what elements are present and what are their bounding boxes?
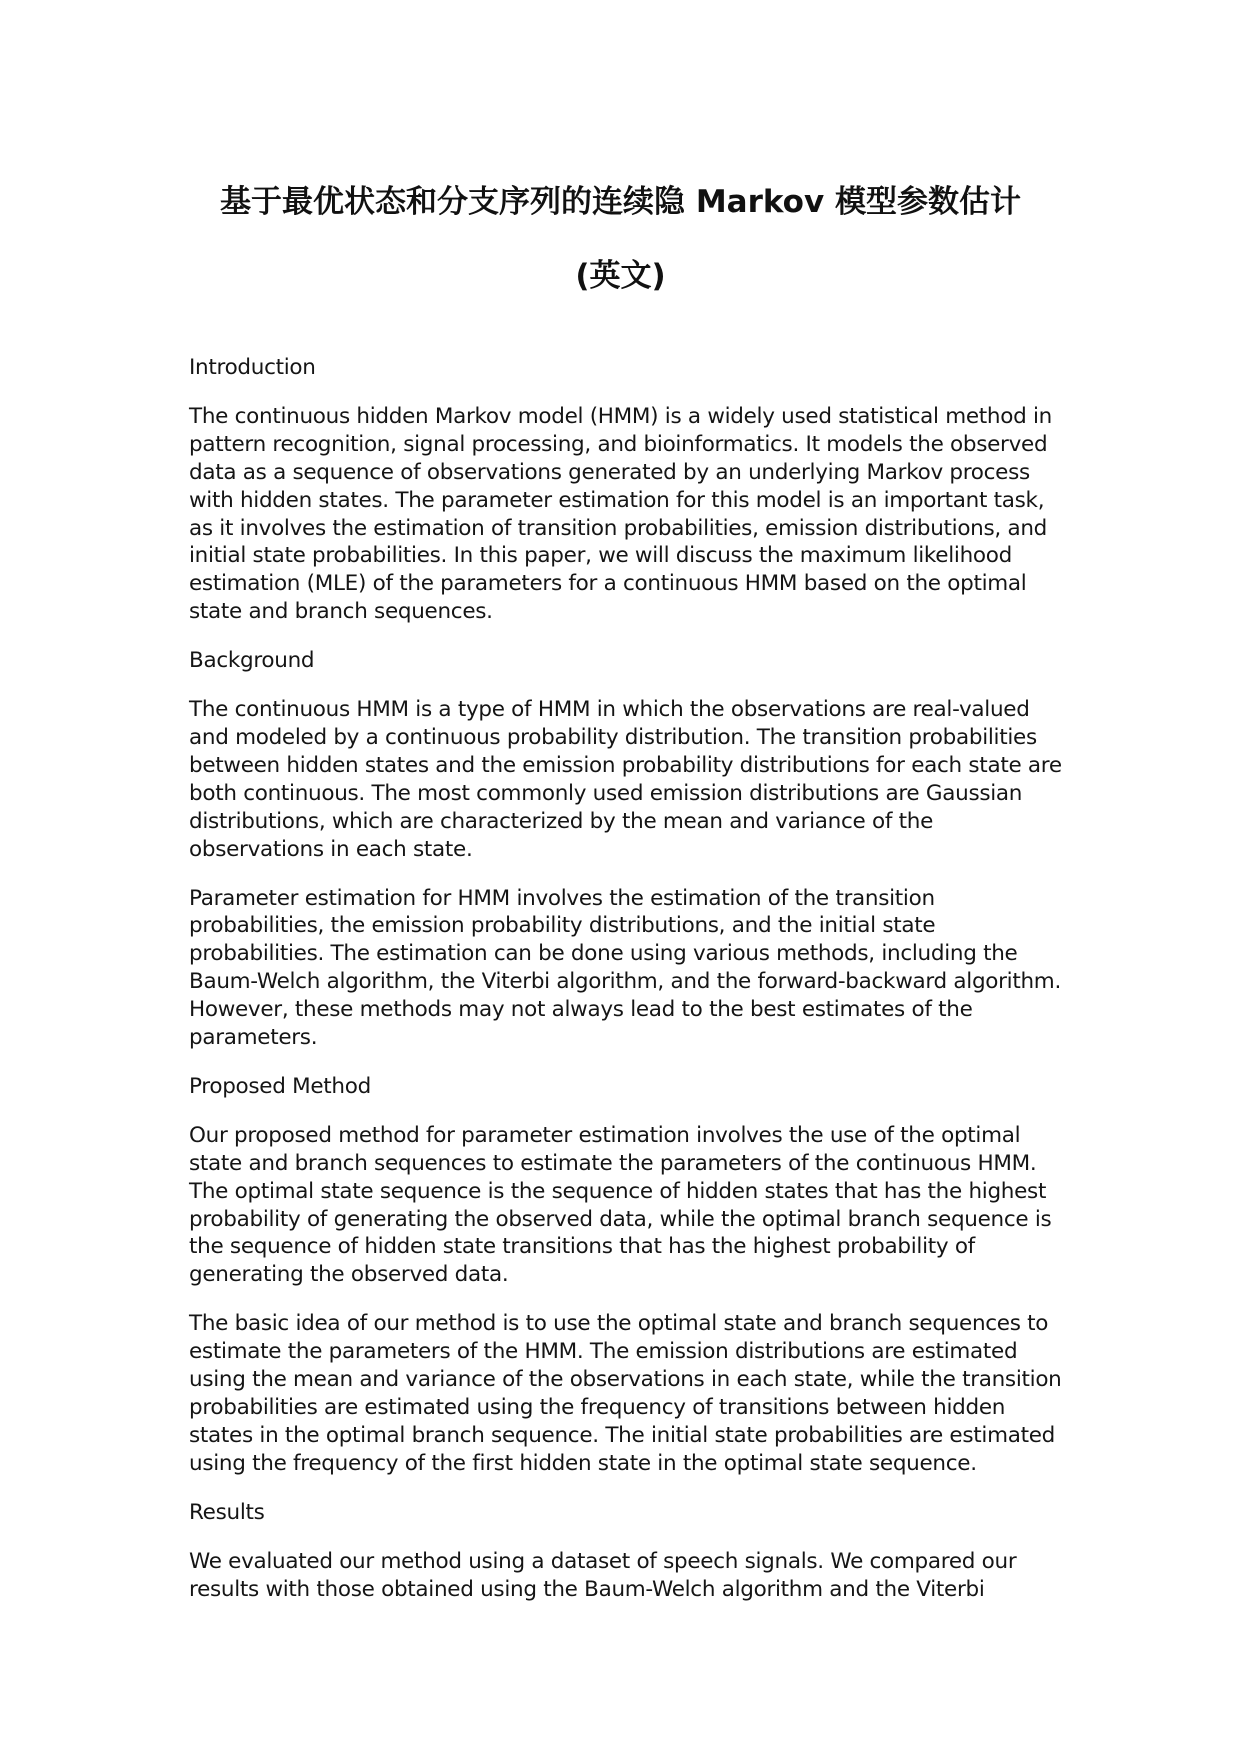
document-body — [189, 354, 1069, 1624]
paragraph: Our proposed method for parameter estimation involves the use of the optimal state and branch sequences to estimate the parameters of the continuous HMM. The optimal state sequence is the sequence of hidden states that has the highest probability of generating the observed data, while the optimal branch sequence is the sequence of hidden state transitions that has the highest probability of generating the observed data. — [189, 1122, 1052, 1288]
section-heading: Results — [189, 1499, 265, 1525]
paragraph: The continuous HMM is a type of HMM in which the observations are real-valued and modeled by a continuous probability distribution. The transition probabilities between hidden states and the emission probability distributions for each state are both continuous. The most commonly used emission distributions are Gaussian distributions, which are characterized by the mean and variance of the observations in each state. — [189, 697, 1062, 862]
section-heading: Background — [189, 648, 315, 674]
document-title: 基于最优状态和分支序列的连续隐 Markov 模型参数估计 — [220, 184, 1021, 220]
paragraph: The continuous hidden Markov model (HMM) is a widely used statistical method in pattern recognition, signal processing, and bioinformatics. It models the observed data as a sequence of observations generated by an underlying Markov process with hidden states. The parameter estimation for this model is an important task, as it involves the estimation of transition probabilities, emission distributions, and initial state probabilities. In this paper, we will discuss the maximum likelihood estimation (MLE) of the parameters for a continuous HMM based on the optimal state and branch sequences. — [189, 403, 1052, 625]
section-proposed-method — [189, 1073, 1069, 1478]
section-heading: Proposed Method — [189, 1073, 371, 1099]
section-introduction — [189, 354, 1069, 626]
paragraph: Parameter estimation for HMM involves the estimation of the transition probabilities, the emission probability distributions, and the initial state probabilities. The estimation can be done using various methods, including the Baum-Welch algorithm, the Viterbi algorithm, and the forward-backward algorithm. However, these methods may not always lead to the best estimates of the parameters. — [189, 885, 1061, 1051]
section-background — [189, 647, 1069, 1052]
section-heading: Introduction — [189, 355, 316, 380]
paragraph: The basic idea of our method is to use the optimal state and branch sequences to estimate the parameters of the HMM. The emission distributions are estimated using the mean and variance of the observations in each state, while the transition probabilities are estimated using the frequency of transitions between hidden states in the optimal branch sequence. The initial state probabilities are estimated using the frequency of the first hidden state in the optimal state sequence. — [189, 1311, 1062, 1476]
document-title-suffix: (英文) — [575, 258, 666, 294]
section-results — [189, 1499, 1069, 1604]
paragraph: We evaluated our method using a dataset of speech signals. We compared our results with those obtained using the Baum-Welch algorithm and the Viterbi — [189, 1548, 1017, 1602]
